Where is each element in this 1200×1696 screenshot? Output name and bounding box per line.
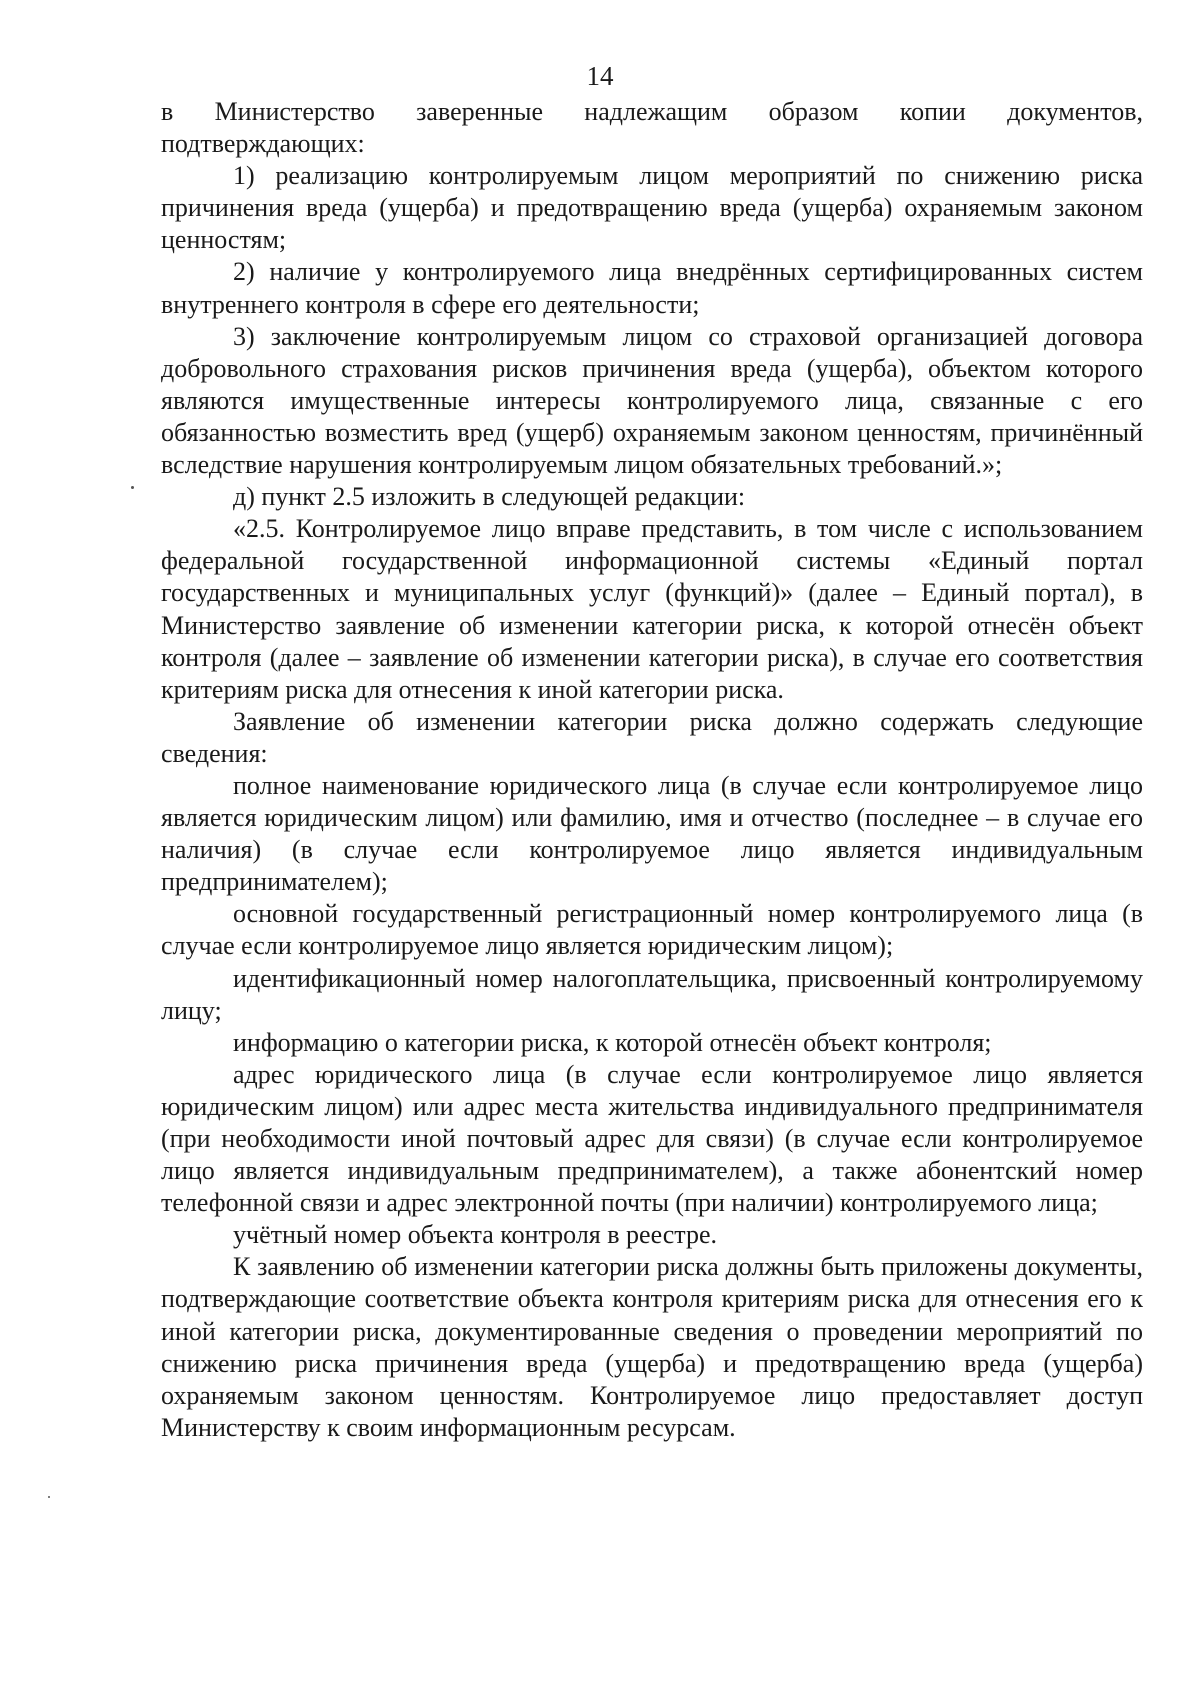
paragraph-item-3: 3) заключение контролируемым лицом со страховой организацией договора добровольного страхования рисков причинения вреда (ущерба), объектом которого являются имущественные интересы контролируемого лица, связанные с его обязанностью возместить вред (ущерб) охраняемым законом ценностям, причинённый вследствие нарушения контролируемым лицом обязательных требований.»;	[161, 321, 1143, 480]
paragraph-attachments: К заявлению об изменении категории риска должны быть приложены документы, подтверждающие соответствие объекта контроля критериям риска для отнесения его к иной категории риска, документированные сведения о проведении мероприятий по снижению риска причинения вреда (ущерба) и предотвращению вреда (ущерба) охраняемым законом ценностям. Контролируемое лицо предоставляет доступ Министерству к своим информационным ресурсам.	[161, 1252, 1143, 1442]
paragraph-clause-2-5: «2.5. Контролируемое лицо вправе представить, в том числе с использованием федеральной государственной информационной системы «Единый портал государственных и муниципальных услуг (функций)» (далее – Единый портал), в Министерство заявление об изменении категории риска, к которой отнесён объект контроля (далее – заявление об изменении категории риска), в случае его соответствия критериям риска для отнесения к иной категории риска.	[161, 514, 1143, 704]
document-body	[161, 96, 1143, 1444]
paragraph-item-1: 1) реализацию контролируемым лицом мероприятий по снижению риска причинения вреда (ущерба) и предотвращению вреда (ущерба) охраняемым законом ценностям;	[161, 161, 1143, 255]
paragraph-application-content: Заявление об изменении категории риска должно содержать следующие сведения:	[161, 706, 1143, 768]
paragraph-risk-category-info: информацию о категории риска, к которой отнесён объект контроля;	[233, 1027, 992, 1057]
paragraph-ogrn: основной государственный регистрационный номер контролируемого лица (в случае если контролируемое лицо является юридическим лицом);	[161, 899, 1143, 961]
scan-speck	[131, 486, 134, 489]
scan-speck	[48, 1496, 50, 1498]
paragraph-subpoint-d: д) пункт 2.5 изложить в следующей редакции:	[233, 482, 746, 512]
paragraph-inn: идентификационный номер налогоплательщика, присвоенный контролируемому лицу;	[161, 963, 1143, 1025]
paragraph-registry-number: учётный номер объекта контроля в реестре.	[233, 1220, 718, 1250]
paragraph-address: адрес юридического лица (в случае если контролируемое лицо является юридическим лицом) или адрес места жительства индивидуального предпринимателя (при необходимости иной почтовый адрес для связи) (в случае если контролируемое лицо является индивидуальным предпринимателем), а также абонентский номер телефонной связи и адрес электронной почты (при наличии) контролируемого лица;	[161, 1059, 1143, 1218]
paragraph-item-2: 2) наличие у контролируемого лица внедрённых сертифицированных систем внутреннего контроля в сфере его деятельности;	[161, 257, 1143, 319]
paragraph-full-name: полное наименование юридического лица (в случае если контролируемое лицо является юридическим лицом) или фамилию, имя и отчество (последнее – в случае его наличия) (в случае если контролируемое лицо является индивидуальным предпринимателем);	[161, 770, 1143, 897]
page-number: 14	[586, 61, 614, 91]
paragraph-intro: в Министерство заверенные надлежащим образом копии документов, подтверждающих:	[161, 97, 1143, 159]
